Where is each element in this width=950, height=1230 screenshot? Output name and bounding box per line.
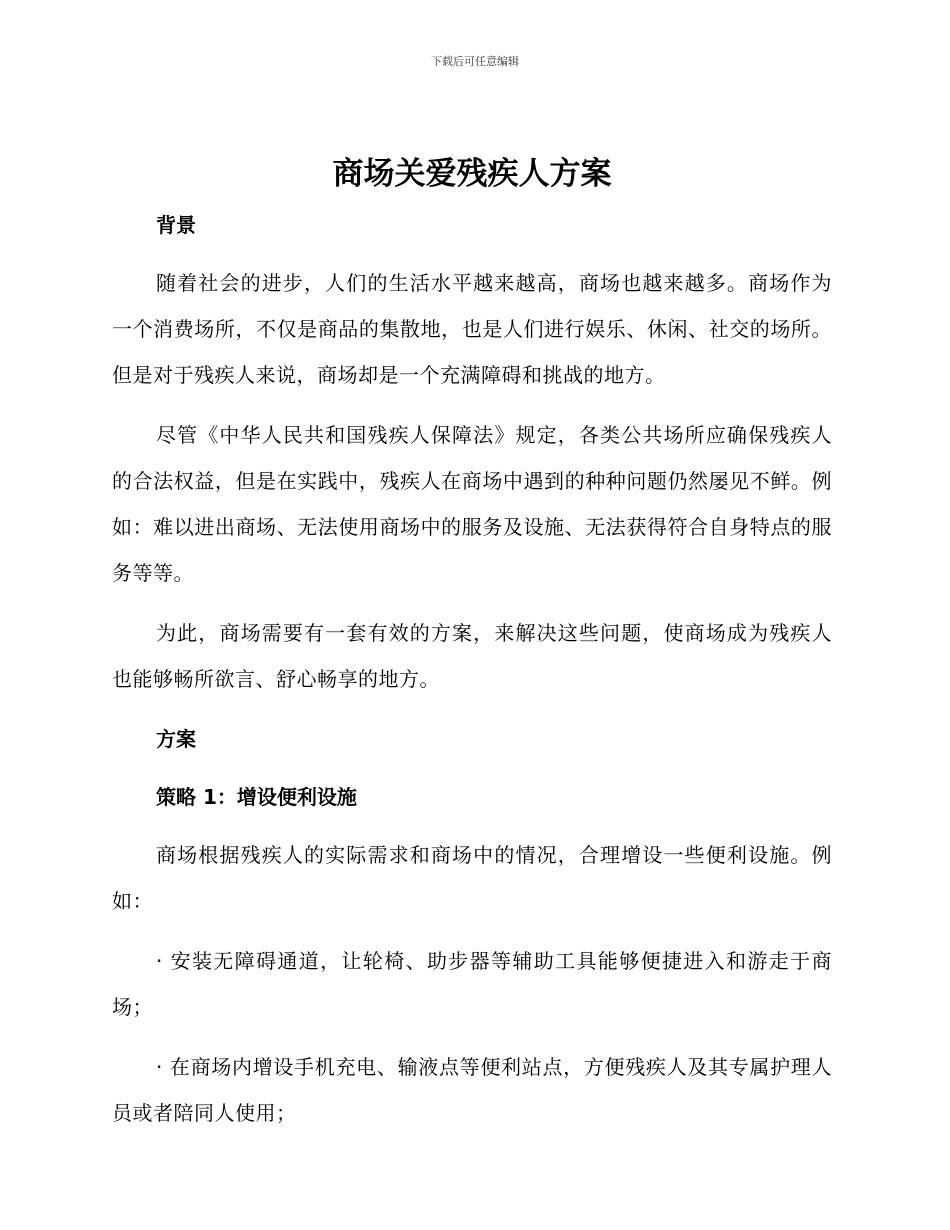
background-paragraph-3: 为此，商场需要有一套有效的方案，来解决这些问题，使商场成为残疾人也能够畅所欲言、舒心畅享的地方。 [112, 621, 832, 691]
strategy-1-item-2: · 在商场内增设手机充电、输液点等便利站点，方便残疾人及其专属护理人员或者陪同人使用； [112, 1055, 832, 1125]
strategy-1-intro: 商场根据残疾人的实际需求和商场中的情况，合理增设一些便利设施。例如： [112, 843, 832, 913]
document-body [112, 148, 832, 1136]
background-paragraph-1: 随着社会的进步，人们的生活水平越来越高，商场也越来越多。商场作为一个消费场所，不仅是商品的集散地，也是人们进行娱乐、休闲、社交的场所。但是对于残疾人来说，商场却是一个充满障碍和挑战的地方。 [112, 271, 832, 387]
document-title: 商场关爱残疾人方案 [332, 156, 612, 192]
strategy-1-heading: 策略 1：增设便利设施 [156, 785, 357, 809]
strategy-1-item-1: · 安装无障碍通道，让轮椅、助步器等辅助工具能够便捷进入和游走于商场； [112, 949, 832, 1019]
background-heading: 背景 [156, 213, 196, 237]
background-paragraph-2: 尽管《中华人民共和国残疾人保障法》规定，各类公共场所应确保残疾人的合法权益，但是在实践中，残疾人在商场中遇到的种种问题仍然屡见不鲜。例如：难以进出商场、无法使用商场中的服务及设施、无法获得符合自身特点的服务等等。 [112, 423, 832, 585]
plan-heading: 方案 [156, 727, 196, 751]
header-note: 下载后可任意编辑 [431, 55, 519, 68]
